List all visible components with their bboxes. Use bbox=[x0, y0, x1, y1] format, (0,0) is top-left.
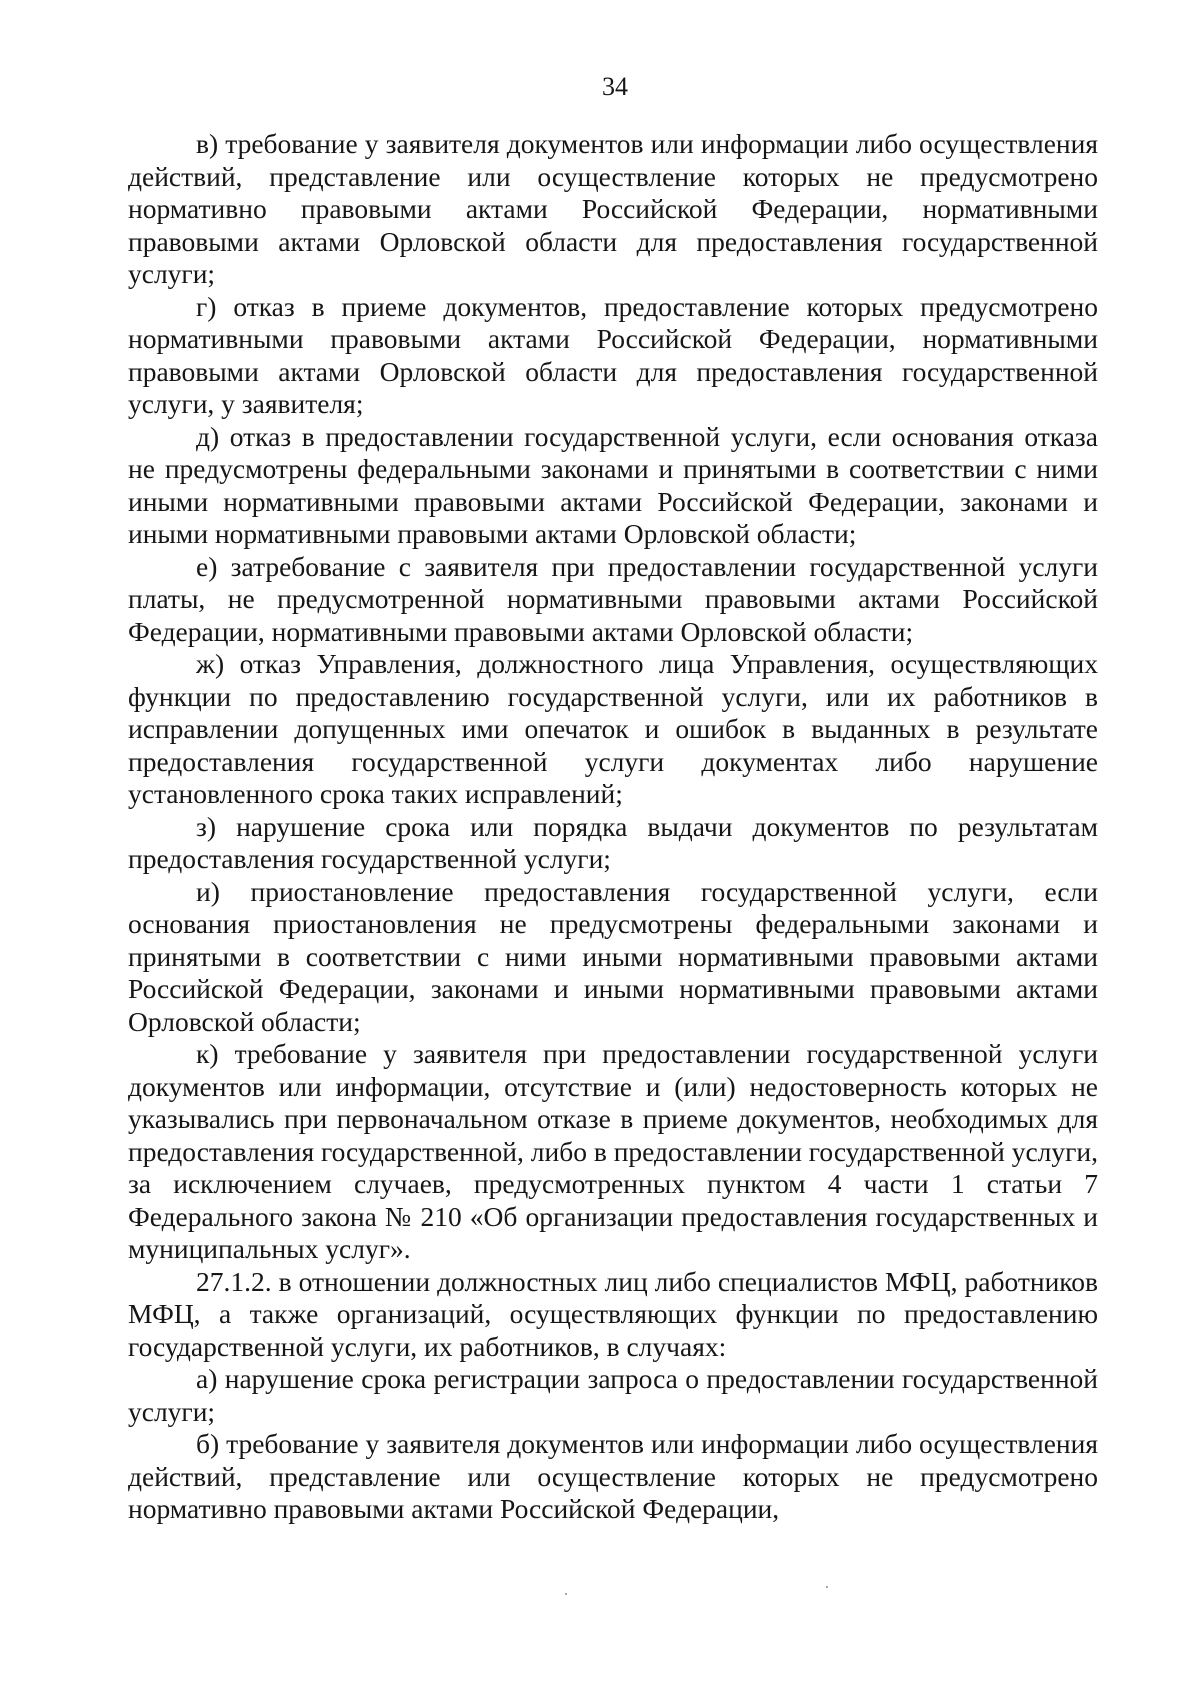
paragraph-d: д) отказ в предоставлении государственной услуги, если основания отказа не предусмотрены федеральными законами и принятыми в соответствии с ними иными нормативными правовыми актами Российской Федерации, законами и иными нормативными правовыми актами Орловской области; bbox=[128, 420, 1098, 549]
paragraph-e: е) затребование с заявителя при предоставлении государственной услуги платы, не предусмотренной нормативными правовыми актами Российской Федерации, нормативными правовыми актами Орловской области; bbox=[128, 550, 1098, 647]
paragraph-k: к) требование у заявителя при предоставлении государственной услуги документов или информации, отсутствие и (или) недостоверность которых не указывались при первоначальном отказе в приеме документов, необходимых для предоставления государственной, либо в предоставлении государственной услуги, за исключением случаев, предусмотренных пунктом 4 части 1 статьи 7 Федерального закона № 210 «Об организации предоставления государственных и муниципальных услуг». bbox=[128, 1038, 1098, 1264]
paragraph-g: г) отказ в приеме документов, предоставление которых предусмотрено нормативными правовыми актами Российской Федерации, нормативными правовыми актами Орловской области для предоставления государственной услуги, у заявителя; bbox=[128, 290, 1098, 419]
scan-speck bbox=[826, 1586, 828, 1588]
paragraph-z: з) нарушение срока или порядка выдачи документов по результатам предоставления государственной услуги; bbox=[128, 810, 1098, 874]
paragraph-i: и) приостановление предоставления государственной услуги, если основания приостановления не предусмотрены федеральными законами и принятыми в соответствии с ними иными нормативными правовыми актами Российской Федерации, законами и иными нормативными правовыми актами Орловской области; bbox=[128, 875, 1098, 1037]
paragraph-a: а) нарушение срока регистрации запроса о предоставлении государственной услуги; bbox=[128, 1363, 1098, 1427]
document-body bbox=[128, 128, 1098, 1526]
page-number: 34 bbox=[602, 72, 628, 101]
paragraph-v: в) требование у заявителя документов или информации либо осуществления действий, представление или осуществление которых не предусмотрено нормативно правовыми актами Российской Федерации, нормативными правовыми актами Орловской области для предоставления государственной услуги; bbox=[128, 128, 1098, 289]
paragraph-zh: ж) отказ Управления, должностного лица Управления, осуществляющих функции по предоставлению государственной услуги, или их работников в исправлении допущенных ими опечаток и ошибок в выданных в результате предоставления государственной услуги документах либо нарушение установленного срока таких исправлений; bbox=[128, 648, 1098, 809]
paragraph-b: б) требование у заявителя документов или информации либо осуществления действий, представление или осуществление которых не предусмотрено нормативно правовыми актами Российской Федерации, bbox=[128, 1428, 1098, 1524]
paragraph-27-1-2: 27.1.2. в отношении должностных лиц либо специалистов МФЦ, работников МФЦ, а также организаций, осуществляющих функции по предоставлению государственной услуги, их работников, в случаях: bbox=[128, 1265, 1098, 1362]
scan-speck bbox=[565, 1593, 567, 1595]
